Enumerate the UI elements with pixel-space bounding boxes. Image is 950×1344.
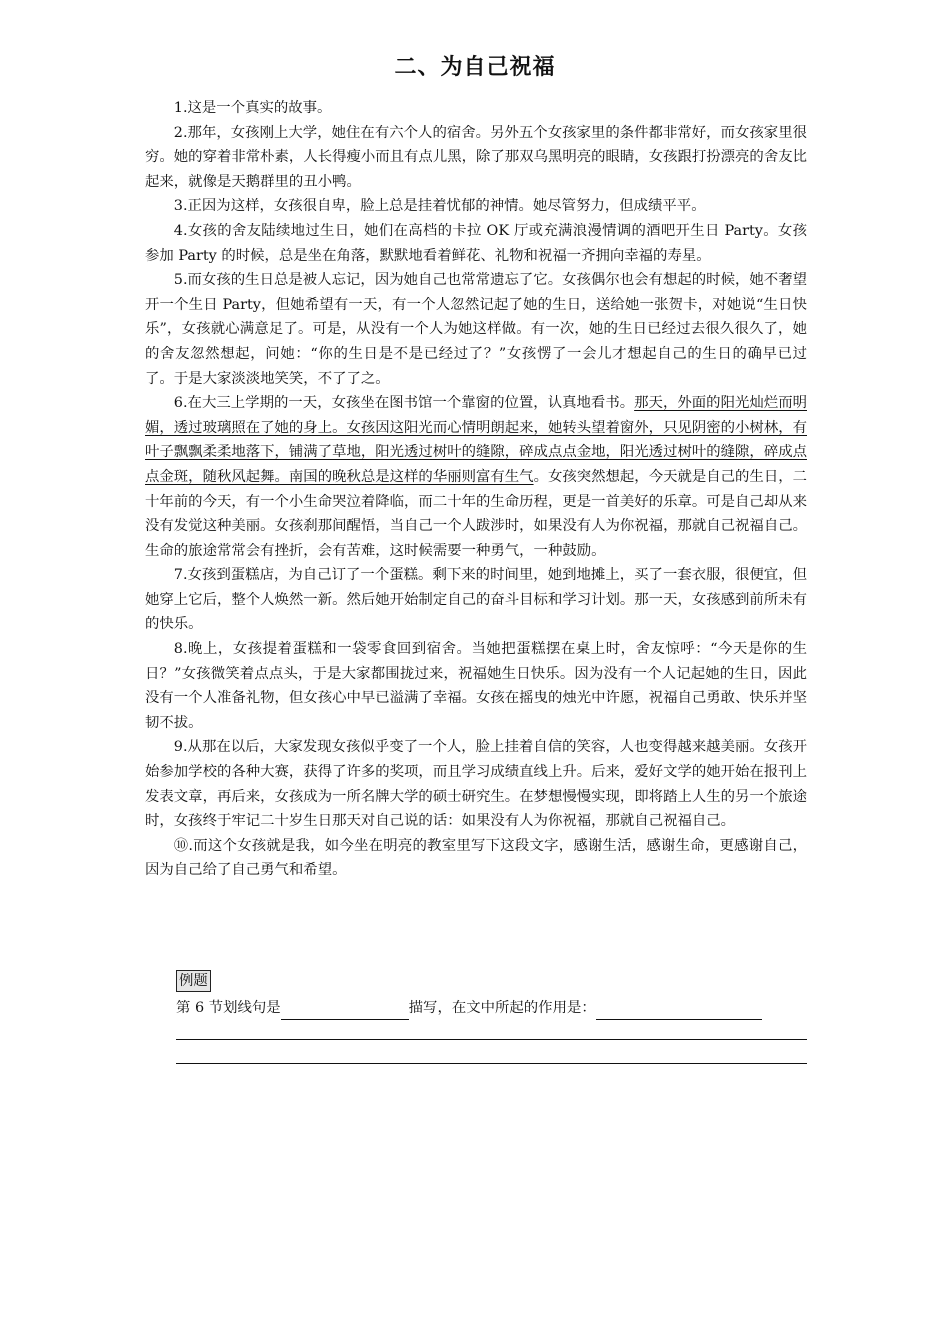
- question-text-part2: 描写，在文中所起的作用是：: [408, 1000, 596, 1016]
- paragraph-10: ⑩.而这个女孩就是我，如今坐在明亮的教室里写下这段文字，感谢生活，感谢生命，更感谢自己，因为自己给了自己勇气和希望。: [145, 837, 807, 879]
- paragraph-4: 4.女孩的舍友陆续地过生日，她们在高档的卡拉 OK 厅或充满浪漫情调的酒吧开生日 Party。女孩参加 Party 的时候，总是坐在角落，默默地看着鲜花、礼物和祝福一齐拥向幸福的寿星。: [145, 222, 807, 264]
- example-label: 例题: [176, 970, 211, 992]
- paragraph-6-intro: 6.在大三上学期的一天，女孩坐在图书馆一个靠窗的位置，认真地看书。: [173, 395, 635, 412]
- paragraph-3: 3.正因为这样，女孩很自卑，脸上总是挂着忧郁的神情。她尽管努力，但成绩平平。: [173, 198, 706, 215]
- paragraph-2: 2.那年，女孩刚上大学，她住在有六个人的宿舍。另外五个女孩家里的条件都非常好，而女孩家里很穷。她的穿着非常朴素，人长得瘦小而且有点儿黑，除了那双乌黑明亮的眼睛，女孩跟打扮漂亮的舍友比起来，就像是天鹅群里的丑小鸭。: [145, 124, 807, 190]
- paragraph-6-rest: 。女孩突然想起，今天就是自己的生日，二十年前的今天，有一个小生命哭泣着降临，而二十年的生命历程，更是一首美好的乐章。可是自己却从来没有发觉这种美丽。女孩刹那间醒悟，当自己一个人跋涉时，如果没有人为你祝福，那就自己祝福自己。生命的旅途常常会有挫折，会有苦难，这时候需要一种勇气，一种鼓励。: [145, 468, 807, 559]
- underlined-sentence: 那天，外面的阳光灿烂而明媚，透过玻璃照在了她的身上。女孩因这阳光而心情明朗起来，她转头望着窗外，只见阴密的小树林，有叶子飘飘柔柔地落下，铺满了草地，阳光透过树叶的缝隙，碎成点点金地，阳光透过树叶的缝隙，碎成点点金斑，随秋风起舞。南国的晚秋总是这样的华丽则富有生气: [145, 395, 807, 485]
- answer-blank-function[interactable]: [596, 999, 762, 1020]
- paragraph-6: [145, 391, 807, 563]
- answer-blank-description-type[interactable]: [281, 999, 409, 1020]
- paragraph-7: 7.女孩到蛋糕店，为自己订了一个蛋糕。剩下来的时间里，她到地摊上，买了一套衣服，很便宜，但她穿上它后，整个人焕然一新。然后她开始制定自己的奋斗目标和学习计划。那一天，女孩感到前所未有的快乐。: [145, 567, 807, 633]
- paragraph-5: 5.而女孩的生日总是被人忘记，因为她自己也常常遗忘了它。女孩偶尔也会有想起的时候，她不奢望开一个生日 Party，但她希望有一天，有一个人忽然记起了她的生日，送给她一张贺卡，对她说“生日快乐”，女孩就心满意足了。可是，从没有一个人为她这样做。有一次，她的生日已经过去很久很久了，她的舍友忽然想起，问她：“你的生日是不是已经过了？”女孩愣了一会儿才想起自己的生日的确早已过了。于是大家淡淡地笑笑，不了了之。: [145, 272, 807, 387]
- question-text-part1: 第 6 节划线句是: [176, 1000, 281, 1016]
- paragraph-8: 8.晚上，女孩提着蛋糕和一袋零食回到宿舍。当她把蛋糕摆在桌上时，舍友惊呼：“今天是你的生日？”女孩微笑着点点头，于是大家都围拢过来，祝福她生日快乐。因为没有一个人记起她的生日，因此没有一个人准备礼物，但女孩心中早已溢满了幸福。女孩在摇曳的烛光中许愿，祝福自己勇敢、快乐并坚韧不拔。: [145, 641, 807, 731]
- article-body: [145, 96, 807, 883]
- paragraph-9: 9.从那在以后，大家发现女孩似乎变了一个人，脸上挂着自信的笑容，人也变得越来越美丽。女孩开始参加学校的各种大赛，获得了许多的奖项，而且学习成绩直线上升。后来，爱好文学的她开始在报刊上发表文章，再后来，女孩成为一所名牌大学的硕士研究生。在梦想慢慢实现，即将踏上人生的另一个旅途时，女孩终于牢记二十岁生日那天对自己说的话：如果没有人为你祝福，那就自己祝福自己。: [145, 739, 807, 830]
- page-title: 二、为自己祝福: [394, 55, 556, 80]
- question-block: [176, 970, 807, 1020]
- paragraph-1: 1.这是一个真实的故事。: [173, 100, 332, 116]
- answer-line-2[interactable]: [176, 1063, 807, 1064]
- answer-line-1[interactable]: [176, 1039, 807, 1040]
- question-line: [176, 996, 807, 1020]
